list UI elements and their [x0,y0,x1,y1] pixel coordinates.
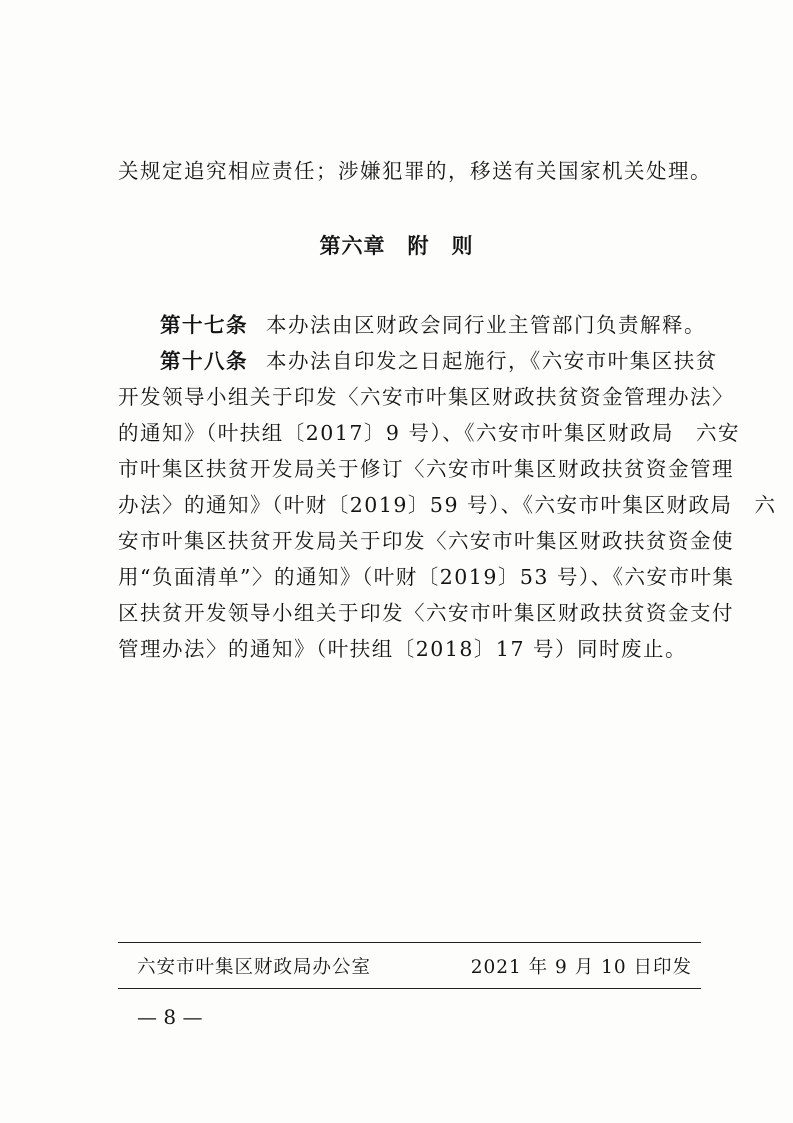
article-18-line-4: 办法〉的通知》（叶财〔2019〕59 号）、《六安市叶集区财政局 六 [118,493,777,517]
chapter-title: 附 则 [407,234,474,258]
footer-issuer: 六安市叶集区财政局办公室 [137,957,372,978]
article-18-line-8: 管理办法〉的通知》（叶扶组〔2018〕17 号）同时废止。 [118,637,688,661]
article-18-line-2: 的通知》（叶扶组〔2017〕9 号）、《六安市叶集区财政局 六安 [118,421,740,445]
footer-bottom-rule [118,988,701,989]
footer-top-rule [118,942,701,943]
article-18-line-5: 安市叶集区扶贫开发局关于印发〈六安市叶集区财政扶贫资金使 [118,529,734,553]
page-number: — 8 — [137,1005,203,1029]
article-18-line-1: 开发领导小组关于印发〈六安市叶集区财政扶贫资金管理办法〉 [118,385,734,409]
chapter-heading [0,231,793,261]
article-18-first-line [160,347,718,375]
article-18-line-6: 用“负面清单”〉的通知》（叶财〔2019〕53 号）、《六安市叶集 [118,565,735,589]
article-17-text: 本办法由区财政会同行业主管部门负责解释。 [266,313,706,337]
article-17 [160,311,706,339]
article-18-line-7: 区扶贫开发领导小组关于印发〈六安市叶集区财政扶贫资金支付 [118,601,734,625]
footer-date: 2021 年 9 月 10 日印发 [470,957,692,978]
article-18-line-3: 市叶集区扶贫开发局关于修订〈六安市叶集区财政扶贫资金管理 [118,457,734,481]
article-17-label: 第十七条 [160,313,248,337]
article-18-label: 第十八条 [160,349,248,373]
body-intro-line: 关规定追究相应责任；涉嫌犯罪的，移送有关国家机关处理。 [118,159,712,183]
article-18-text-first: 本办法自印发之日起施行，《六安市叶集区扶贫 [266,349,718,373]
chapter-number: 第六章 [319,234,386,258]
